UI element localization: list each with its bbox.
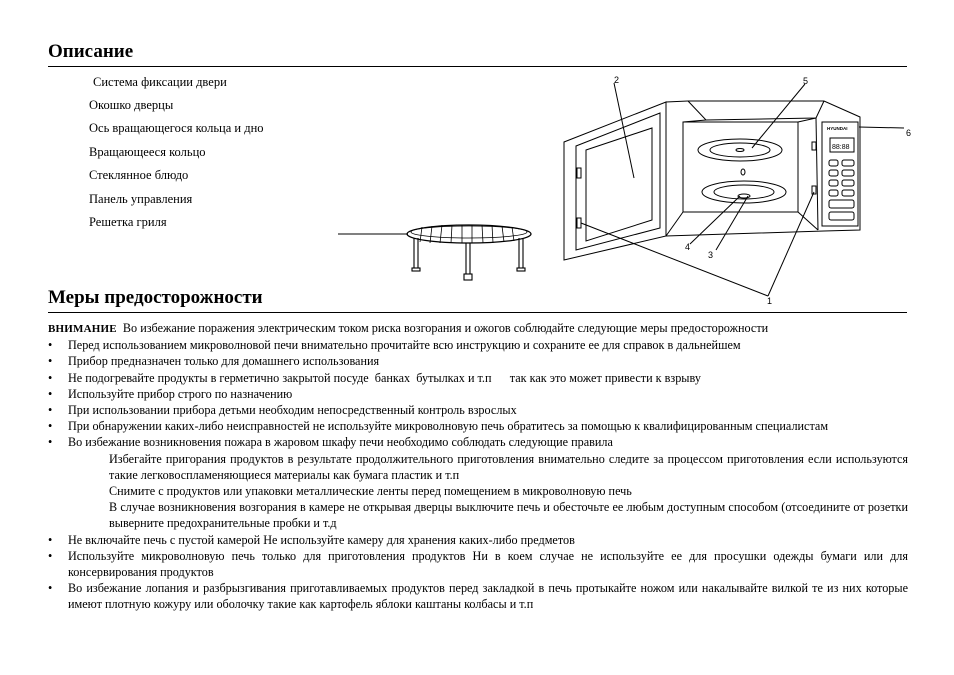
precautions-list [48, 337, 908, 450]
bullet-icon: • [48, 403, 53, 418]
bullet-icon: • [48, 386, 53, 401]
bullet-icon: • [48, 354, 53, 369]
callout-3: 3 [708, 250, 714, 260]
bullet-icon: • [48, 548, 53, 563]
description-heading: Описание [48, 41, 134, 62]
list-item: • Используйте прибор строго по назначению [48, 386, 293, 401]
precautions-section [48, 320, 908, 613]
callout-6: 6 [906, 128, 912, 138]
fire-rule: Снимите с продуктов или упаковки металлические ленты перед помещением в микроволновую печь [109, 484, 632, 499]
bullet-icon: • [48, 435, 53, 450]
bullet-icon: • [48, 338, 53, 353]
list-item: • Во избежание возникновения пожара в жаровом шкафу печи необходимо соблюдать следующие правила [48, 435, 613, 450]
list-item: • При обнаружении каких-либо неисправностей не используйте микроволновую печь обратитесь за помощью к квалифицированным специалистам [48, 419, 829, 434]
list-item: • Используйте микроволновую печь только для приготовления продуктов Ни в коем случае не используйте ее для просушки одежды бумаги или для консервирования продуктов [48, 548, 908, 580]
callout-1: 1 [767, 296, 773, 306]
list-item: • Прибор предназначен только для домашнего использования [48, 354, 380, 369]
display-digits: 88:88 [832, 144, 850, 151]
part-door-lock: Система фиксации двери [93, 75, 227, 89]
part-ring-axis: Ось вращающегося кольца и дно [89, 121, 264, 135]
list-item: • При использовании прибора детьми необходим непосредственный контроль взрослых [48, 403, 517, 418]
microwave-diagram [556, 70, 916, 310]
callout-2: 2 [614, 75, 620, 85]
precautions-list-continued [48, 532, 908, 613]
bullet-icon: • [48, 419, 53, 434]
brand-logo: HYUNDAI [827, 126, 848, 131]
warning-text: Во избежание поражения электрическим током риска возгорания и ожогов соблюдайте следующие меры предосторожности [122, 321, 769, 335]
part-glass-tray: Стеклянное блюдо [89, 168, 189, 182]
precautions-heading: Меры предосторожности [48, 287, 263, 308]
list-item: • Во избежание лопания и разбрызгивания приготавливаемых продуктов перед закладкой в печь протыкайте ножом или накалывайте вилкой те из них которые имеют плотную кожуру или оболочку такие как картофель яблоки каштаны колбасы и т.п [48, 581, 908, 612]
part-rotating-ring: Вращающееся кольцо [89, 145, 206, 159]
warning-label: ВНИМАНИЕ [48, 323, 117, 335]
part-grill-rack: Решетка гриля [89, 215, 167, 229]
callout-5: 5 [803, 76, 809, 86]
part-control-panel: Панель управления [89, 192, 193, 206]
list-item: • Не включайте печь с пустой камерой Не используйте камеру для хранения каких-либо предметов [48, 532, 575, 547]
bullet-icon: • [48, 370, 53, 385]
bullet-icon: • [48, 532, 53, 547]
precautions-rule [48, 312, 907, 313]
fire-rule: В случае возникновения возгорания в камере не открывая дверцы выключите печь и обесточьте ее любым доступным способом (отсоедините от розетки выверните предохранительные пробки и т.д [109, 500, 908, 531]
grill-rack-illustration [336, 218, 546, 284]
description-rule [48, 66, 907, 67]
warning-line [48, 320, 908, 337]
list-item: • Не подогревайте продукты в герметично закрытой посуде банках бутылках и т.п так как это может привести к взрыву [48, 370, 701, 385]
fire-rule: Избегайте пригорания продуктов в результате продолжительного приготовления внимательно следите за процессом приготовления если используются такие легковоспламеняющиеся материалы как бумага пластик и т.п [109, 451, 908, 482]
callout-4: 4 [685, 242, 691, 252]
part-door-window: Окошко дверцы [89, 98, 174, 112]
bullet-icon: • [48, 581, 53, 596]
list-item: • Перед использованием микроволновой печи внимательно прочитайте всю инструкцию и сохраните ее для справок в дальнейшем [48, 338, 741, 353]
